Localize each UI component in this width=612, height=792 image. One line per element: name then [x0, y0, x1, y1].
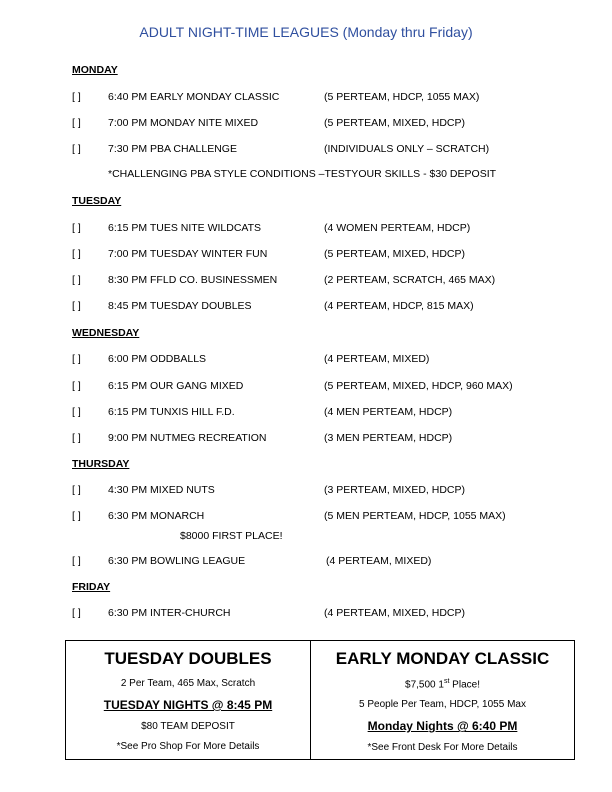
- early-monday-classic-box: [311, 641, 574, 759]
- day-heading-friday: FRIDAY: [72, 581, 111, 593]
- league-row[interactable]: [72, 117, 542, 131]
- league-name: 7:00 PM MONDAY NITE MIXED: [108, 117, 259, 129]
- box-line: 5 People Per Team, HDCP, 1055 Max: [359, 699, 526, 711]
- league-format: (5 PERTEAM, MIXED, HDCP, 960 MAX): [324, 380, 513, 392]
- league-name: 6:30 PM MONARCH: [108, 510, 205, 522]
- checkbox[interactable]: [ ]: [72, 607, 81, 619]
- league-name: 8:45 PM TUESDAY DOUBLES: [108, 300, 252, 312]
- league-format: (INDIVIDUALS ONLY – SCRATCH): [324, 143, 490, 155]
- league-name: 7:30 PM PBA CHALLENGE: [108, 143, 237, 155]
- day-heading-monday: MONDAY: [72, 64, 118, 76]
- league-name: 7:00 PM TUESDAY WINTER FUN: [108, 248, 268, 260]
- league-format: (5 PERTEAM, HDCP, 1055 MAX): [324, 91, 480, 103]
- day-heading-wednesday: WEDNESDAY: [72, 327, 140, 339]
- league-format: (4 PERTEAM, MIXED, HDCP): [324, 607, 465, 619]
- league-row[interactable]: [72, 432, 542, 446]
- league-format: (3 MEN PERTEAM, HDCP): [324, 432, 453, 444]
- box-line: $80 TEAM DEPOSIT: [141, 721, 235, 732]
- league-row[interactable]: [72, 510, 542, 524]
- checkbox[interactable]: [ ]: [72, 510, 81, 522]
- league-row[interactable]: [72, 607, 542, 621]
- league-row[interactable]: [72, 143, 542, 157]
- league-format: (4 MEN PERTEAM, HDCP): [324, 406, 453, 418]
- league-format: (3 PERTEAM, MIXED, HDCP): [324, 484, 465, 496]
- box-prize: $7,500 1st Place!: [405, 678, 480, 691]
- pba-note: *CHALLENGING PBA STYLE CONDITIONS –TESTYOUR SKILLS - $30 DEPOSIT: [108, 168, 497, 180]
- league-row[interactable]: [72, 222, 542, 236]
- league-name: 6:40 PM EARLY MONDAY CLASSIC: [108, 91, 280, 103]
- league-row[interactable]: [72, 406, 542, 420]
- league-row[interactable]: [72, 380, 542, 394]
- day-heading-tuesday: TUESDAY: [72, 195, 122, 207]
- checkbox[interactable]: [ ]: [72, 555, 81, 567]
- checkbox[interactable]: [ ]: [72, 222, 81, 234]
- checkbox[interactable]: [ ]: [72, 91, 81, 103]
- box-highlight: Monday Nights @ 6:40 PM: [367, 719, 518, 734]
- league-name: 8:30 PM FFLD CO. BUSINESSMEN: [108, 274, 278, 286]
- league-row[interactable]: [72, 274, 542, 288]
- monarch-prize-note: $8000 FIRST PLACE!: [180, 530, 283, 542]
- checkbox[interactable]: [ ]: [72, 484, 81, 496]
- promo-boxes: [65, 640, 575, 760]
- league-row[interactable]: [72, 484, 542, 498]
- box-heading: EARLY MONDAY CLASSIC: [335, 649, 550, 668]
- league-name: 6:30 PM INTER-CHURCH: [108, 607, 231, 619]
- league-name: 6:15 PM TUNXIS HILL F.D.: [108, 406, 235, 418]
- league-name: 9:00 PM NUTMEG RECREATION: [108, 432, 267, 444]
- league-format: (4 WOMEN PERTEAM, HDCP): [324, 222, 471, 234]
- league-format: (4 PERTEAM, MIXED): [326, 555, 432, 567]
- box-line: *See Front Desk For More Details: [367, 742, 518, 754]
- league-format: (5 MEN PERTEAM, HDCP, 1055 MAX): [324, 510, 506, 522]
- league-name: 4:30 PM MIXED NUTS: [108, 484, 215, 496]
- checkbox[interactable]: [ ]: [72, 274, 81, 286]
- league-format: (2 PERTEAM, SCRATCH, 465 MAX): [324, 274, 496, 286]
- box-line: 2 Per Team, 465 Max, Scratch: [120, 678, 256, 689]
- day-heading-thursday: THURSDAY: [72, 458, 130, 470]
- league-row[interactable]: [72, 353, 542, 367]
- checkbox[interactable]: [ ]: [72, 406, 81, 418]
- box-heading: TUESDAY DOUBLES: [104, 649, 272, 668]
- box-highlight: TUESDAY NIGHTS @ 8:45 PM: [103, 698, 273, 712]
- league-name: 6:15 PM TUES NITE WILDCATS: [108, 222, 262, 234]
- checkbox[interactable]: [ ]: [72, 353, 81, 365]
- league-format: (5 PERTEAM, MIXED, HDCP): [324, 117, 465, 129]
- checkbox[interactable]: [ ]: [72, 248, 81, 260]
- league-row[interactable]: [72, 248, 542, 262]
- checkbox[interactable]: [ ]: [72, 432, 81, 444]
- checkbox[interactable]: [ ]: [72, 117, 81, 129]
- league-row[interactable]: [72, 91, 542, 105]
- league-name: 6:00 PM ODDBALLS: [108, 353, 207, 365]
- league-format: (4 PERTEAM, MIXED): [324, 353, 430, 365]
- league-row[interactable]: [72, 555, 542, 569]
- league-name: 6:15 PM OUR GANG MIXED: [108, 380, 244, 392]
- league-format: (5 PERTEAM, MIXED, HDCP): [324, 248, 465, 260]
- league-row[interactable]: [72, 300, 542, 314]
- tuesday-doubles-box: [66, 641, 311, 759]
- league-format: (4 PERTEAM, HDCP, 815 MAX): [324, 300, 474, 312]
- checkbox[interactable]: [ ]: [72, 143, 81, 155]
- league-name: 6:30 PM BOWLING LEAGUE: [108, 555, 246, 567]
- box-line: *See Pro Shop For More Details: [116, 741, 260, 752]
- checkbox[interactable]: [ ]: [72, 380, 81, 392]
- checkbox[interactable]: [ ]: [72, 300, 81, 312]
- page-title: ADULT NIGHT-TIME LEAGUES (Monday thru Friday): [139, 24, 473, 40]
